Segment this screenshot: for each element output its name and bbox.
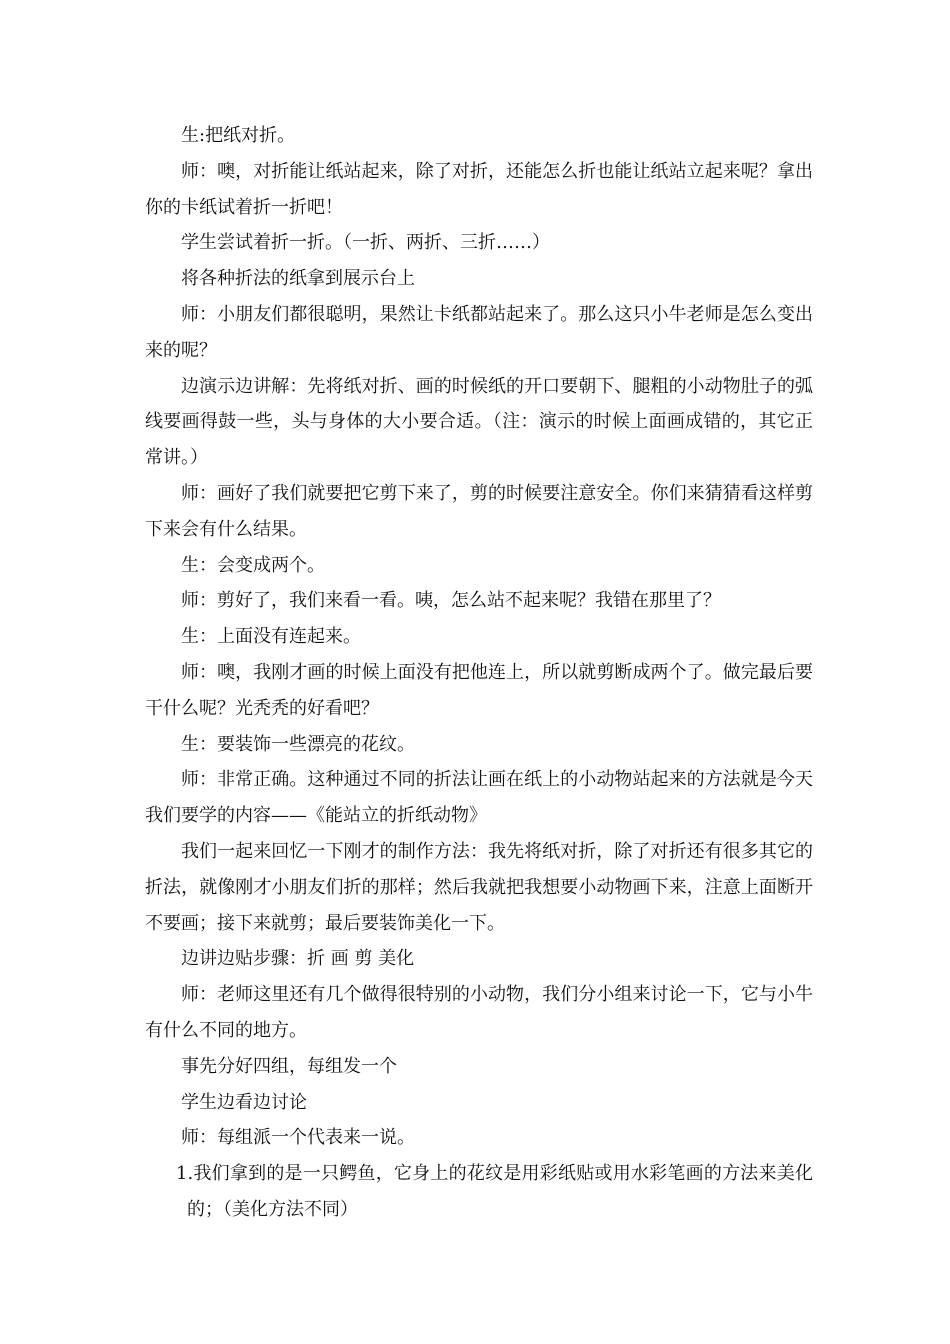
paragraph: 将各种折法的纸拿到展示台上 <box>181 268 415 290</box>
paragraph: 边讲边贴步骤：折 画 剪 美化 <box>181 948 415 970</box>
paragraph: 生：会变成两个。 <box>181 554 325 576</box>
paragraph: 学生尝试着折一折。（一折、两折、三折……） <box>181 232 550 254</box>
paragraph: 生：上面没有连起来。 <box>181 626 361 648</box>
paragraph: 师：画好了我们就要把它剪下来了，剪的时候要注意安全。你们来猜猜看这样剪下来会有什么结果。 <box>145 482 813 540</box>
paragraph: 师：噢，对折能让纸站起来，除了对折，还能怎么折也能让纸站立起来呢？拿出你的卡纸试着折一折吧！ <box>145 160 813 218</box>
paragraph: 师：老师这里还有几个做得很特别的小动物，我们分小组来讨论一下，它与小牛有什么不同的地方。 <box>145 984 813 1041</box>
paragraph: 我们一起来回忆一下刚才的制作方法：我先将纸对折，除了对折还有很多其它的折法，就像刚才小朋友们折的那样；然后我就把我想要小动物画下来，注意上面断开不要画；接下来就剪；最后要装饰美化一下。 <box>145 840 813 934</box>
paragraph: 事先分好四组，每组发一个 <box>181 1055 397 1077</box>
paragraph: 生:把纸对折。 <box>181 125 296 146</box>
paragraph: 学生边看边讨论 <box>181 1091 307 1113</box>
paragraph: 师：非常正确。这种通过不同的折法让画在纸上的小动物站起来的方法就是今天我们要学的内容——《能站立的折纸动物》 <box>145 769 813 827</box>
paragraph: 师：小朋友们都很聪明，果然让卡纸都站起来了。那么这只小牛老师是怎么变出来的呢？ <box>145 303 813 361</box>
paragraph: 师：每组派一个代表来一说。 <box>181 1127 415 1149</box>
numbered-list-item: 1.我们拿到的是一只鳄鱼，它身上的花纹是用彩纸贴或用水彩笔画的方法来美化的；（美化方法不同） <box>176 1163 813 1220</box>
paragraph: 边演示边讲解：先将纸对折、画的时候纸的开口要朝下、腿粗的小动物肚子的弧线要画得鼓一些，头与身体的大小要合适。（注：演示的时候上面画成错的，其它正常讲。） <box>145 375 813 469</box>
paragraph: 生：要装饰一些漂亮的花纹。 <box>181 733 415 755</box>
paragraph: 师：噢，我刚才画的时候上面没有把他连上，所以就剪断成两个了。做完最后要干什么呢？光秃秃的好看吧？ <box>145 661 813 719</box>
document-body <box>145 118 813 1228</box>
paragraph: 师：剪好了，我们来看一看。咦，怎么站不起来呢？我错在那里了？ <box>181 590 721 612</box>
